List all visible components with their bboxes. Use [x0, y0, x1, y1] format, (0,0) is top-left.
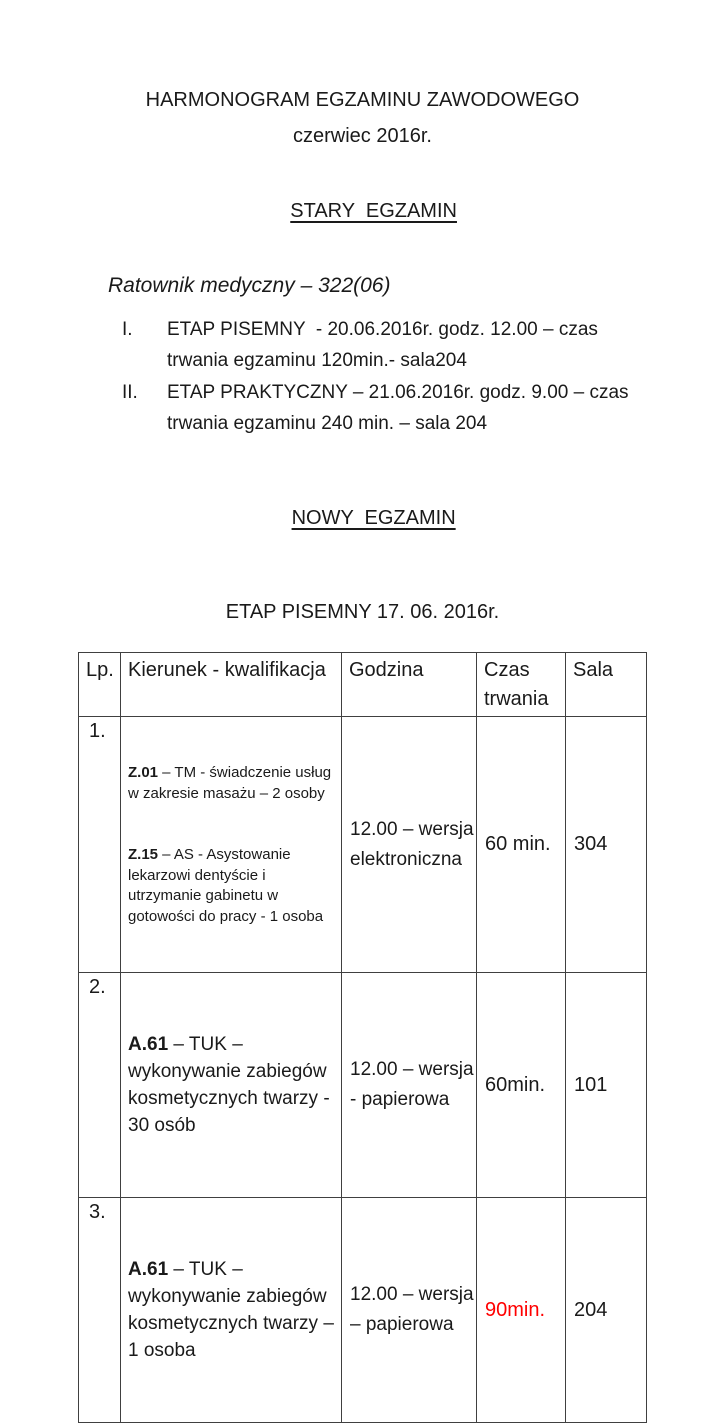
column-header-lp: Lp.	[79, 653, 121, 717]
qualification-text: – TUK – wykonywanie zabiegów kosmetycznych twarzy – 1 osoba	[128, 1259, 340, 1361]
column-header-czas-trwania: Czas trwania	[477, 653, 566, 717]
qualification-code: A.61	[128, 1259, 169, 1280]
list-item	[122, 314, 725, 376]
table-header-row	[79, 653, 647, 717]
cell-kierunek	[121, 717, 342, 973]
exam-table	[78, 652, 647, 1423]
cell-lp: 1.	[79, 717, 121, 973]
old-exam-heading	[0, 175, 725, 247]
kierunek-paragraph	[128, 763, 337, 804]
document-title-line2: czerwiec 2016r.	[293, 125, 432, 147]
subject-line: Ratownik medyczny – 322(06)	[108, 274, 391, 297]
qualification-code: A.61	[128, 1034, 169, 1055]
column-header-godzina: Godzina	[342, 653, 477, 717]
column-header-sala: Sala	[566, 653, 647, 717]
cell-sala: 101	[566, 973, 647, 1198]
cell-czas-trwania-highlighted: 90min.	[477, 1198, 566, 1423]
cell-lp: 2.	[79, 973, 121, 1198]
list-item-text: ETAP PISEMNY - 20.06.2016r. godz. 12.00 – czas trwania egzaminu 120min.- sala204	[167, 319, 604, 371]
cell-sala: 304	[566, 717, 647, 973]
qualification-code: Z.15	[128, 846, 159, 863]
qualification-text: – TM - świadczenie usług w zakresie masażu – 2 osoby	[128, 764, 336, 802]
exam-stage-list	[122, 314, 725, 439]
new-exam-heading-text: NOWY EGZAMIN	[291, 507, 456, 529]
kierunek-paragraph	[128, 845, 337, 927]
new-exam-stage-line: ETAP PISEMNY 17. 06. 2016r.	[225, 601, 500, 623]
table-row	[79, 973, 647, 1198]
list-item-numeral: I.	[122, 319, 133, 340]
table-row	[79, 717, 647, 973]
list-item	[122, 377, 725, 439]
cell-czas-trwania: 60min.	[477, 973, 566, 1198]
cell-lp: 3.	[79, 1198, 121, 1423]
qualification-text: – TUK – wykonywanie zabiegów kosmetycznych twarzy - 30 osób	[128, 1034, 335, 1136]
kierunek-paragraph	[128, 1031, 337, 1139]
cell-kierunek	[121, 973, 342, 1198]
cell-godzina: 12.00 – wersja elektroniczna	[342, 717, 477, 973]
table-row	[79, 1198, 647, 1423]
qualification-text: – AS - Asystowanie lekarzowi dentyście i utrzymanie gabinetu w gotowości do pracy - 1 osoba	[128, 846, 324, 925]
qualification-code: Z.01	[128, 764, 159, 781]
cell-godzina: 12.00 – wersja – papierowa	[342, 1198, 477, 1423]
cell-sala: 204	[566, 1198, 647, 1423]
list-item-numeral: II.	[122, 382, 138, 403]
cell-kierunek	[121, 1198, 342, 1423]
kierunek-paragraph	[128, 1256, 340, 1364]
old-exam-heading-text: STARY EGZAMIN	[290, 200, 457, 222]
column-header-kierunek: Kierunek - kwalifikacja	[121, 653, 342, 717]
cell-godzina: 12.00 – wersja - papierowa	[342, 973, 477, 1198]
list-item-text: ETAP PRAKTYCZNY – 21.06.2016r. godz. 9.00 – czas trwania egzaminu 240 min. – sala 204	[167, 382, 634, 434]
new-exam-heading	[0, 482, 725, 554]
cell-czas-trwania: 60 min.	[477, 717, 566, 973]
document-title-line1: HARMONOGRAM EGZAMINU ZAWODOWEGO	[145, 89, 580, 111]
